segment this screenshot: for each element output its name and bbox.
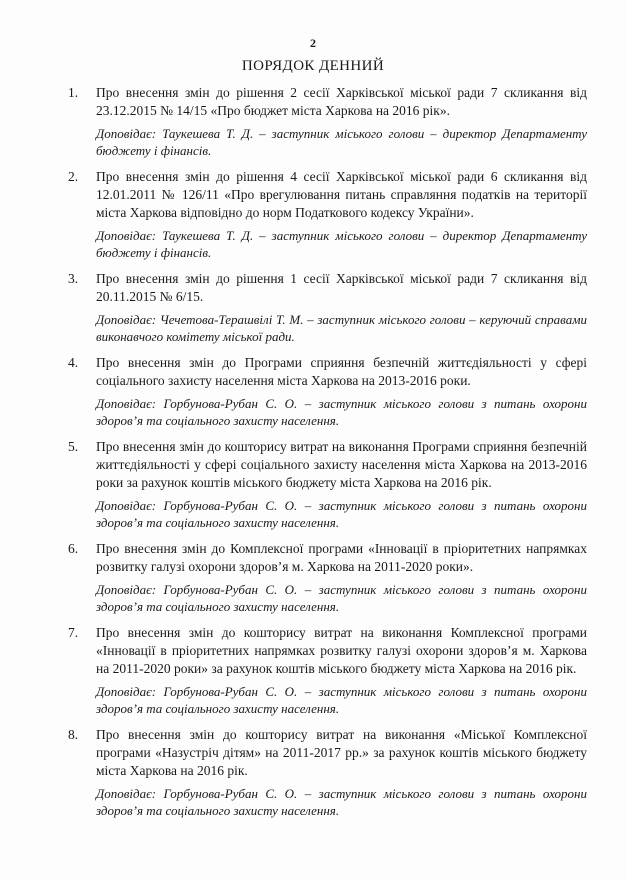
agenda-item-speaker [96, 785, 587, 819]
speaker-label: Доповідає: [96, 582, 157, 597]
agenda-item-title: Про внесення змін до рішення 4 сесії Харківської міської ради 6 скликання від 12.01.2011 № 126/11 «Про врегулювання питань справляння податків на території міста Харкова відповідно до норм Податкового кодексу України». [96, 169, 587, 220]
speaker-label: Доповідає: [96, 786, 157, 801]
agenda-list [62, 84, 587, 828]
agenda-item-speaker [96, 227, 587, 261]
agenda-item-title: Про внесення змін до кошторису витрат на виконання «Міської Комплексної програми «Назустріч дітям» на 2011-2017 рр.» за рахунок коштів міського бюджету міста Харкова на 2016 рік. [96, 727, 587, 778]
speaker-name: Горбунова-Рубан С. О. – заступник міського голови з питань охорони здоров’я та соціального захисту населення. [96, 582, 588, 614]
agenda-item-speaker [96, 395, 587, 429]
speaker-name: Горбунова-Рубан С. О. – заступник міського голови з питань охорони здоров’я та соціального захисту населення. [96, 786, 588, 818]
speaker-name: Таукешева Т. Д. – заступник міського голови – директор Департаменту бюджету і фінансів. [96, 126, 588, 158]
agenda-item-2 [62, 168, 587, 261]
agenda-item-title: Про внесення змін до кошторису витрат на виконання Комплексної програми «Інновації в пріоритетних напрямках розвитку галузі охорони здоров’я м. Харкова на 2011-2020 роки» за рахунок коштів міського бюджету міста Харкова на 2016 рік. [96, 625, 587, 676]
speaker-label: Доповідає: [96, 684, 157, 699]
agenda-item-number: 8. [68, 727, 79, 742]
agenda-item-speaker [96, 581, 587, 615]
agenda-item-number: 2. [68, 169, 79, 184]
speaker-label: Доповідає: [96, 498, 157, 513]
agenda-item-number: 5. [68, 439, 79, 454]
agenda-item-3 [62, 270, 587, 345]
agenda-item-number: 7. [68, 625, 79, 640]
speaker-name: Чечетова-Терашвілі Т. М. – заступник міського голови – керуючий справами виконавчого комітету міської ради. [96, 312, 587, 344]
speaker-label: Доповідає: [96, 228, 157, 243]
speaker-label: Доповідає: [96, 312, 157, 327]
speaker-name: Таукешева Т. Д. – заступник міського голови – директор Департаменту бюджету і фінансів. [96, 228, 588, 260]
agenda-item-4 [62, 354, 587, 429]
agenda-item-title: Про внесення змін до рішення 2 сесії Харківської міської ради 7 скликання від 23.12.2015 № 14/15 «Про бюджет міста Харкова на 2016 рік». [96, 85, 587, 118]
agenda-item-speaker [96, 311, 587, 345]
agenda-item-title: Про внесення змін до рішення 1 сесії Харківської міської ради 7 скликання від 20.11.2015 № 6/15. [96, 271, 587, 304]
agenda-item-number: 6. [68, 541, 79, 556]
agenda-item-7 [62, 624, 587, 717]
speaker-label: Доповідає: [96, 126, 157, 141]
speaker-name: Горбунова-Рубан С. О. – заступник міського голови з питань охорони здоров’я та соціального захисту населення. [96, 396, 588, 428]
agenda-item-title: Про внесення змін до кошторису витрат на виконання Програми сприяння безпечній життєдіяльності у сфері соціального захисту населення міста Харкова на 2013-2016 роки за рахунок коштів міського бюджету міста Харкова на 2016 рік. [96, 439, 587, 490]
agenda-item-number: 1. [68, 85, 79, 100]
agenda-item-8 [62, 726, 587, 819]
agenda-item-title: Про внесення змін до Програми сприяння безпечній життєдіяльності у сфері соціального захисту населення міста Харкова на 2013-2016 роки. [96, 355, 587, 388]
speaker-name: Горбунова-Рубан С. О. – заступник міського голови з питань охорони здоров’я та соціального захисту населення. [96, 498, 588, 530]
agenda-item-1 [62, 84, 587, 159]
page-title: ПОРЯДОК ДЕННИЙ [241, 58, 385, 74]
speaker-name: Горбунова-Рубан С. О. – заступник міського голови з питань охорони здоров’я та соціального захисту населення. [96, 684, 588, 716]
page-number: 2 [310, 36, 316, 50]
agenda-item-6 [62, 540, 587, 615]
agenda-item-title: Про внесення змін до Комплексної програми «Інновації в пріоритетних напрямках розвитку галузі охорони здоров’я м. Харкова на 2011-2020 роки». [96, 541, 587, 574]
agenda-item-speaker [96, 497, 587, 531]
agenda-item-5 [62, 438, 587, 531]
agenda-item-speaker [96, 683, 587, 717]
agenda-item-speaker [96, 125, 587, 159]
agenda-item-number: 3. [68, 271, 79, 286]
agenda-item-number: 4. [68, 355, 79, 370]
speaker-label: Доповідає: [96, 396, 157, 411]
